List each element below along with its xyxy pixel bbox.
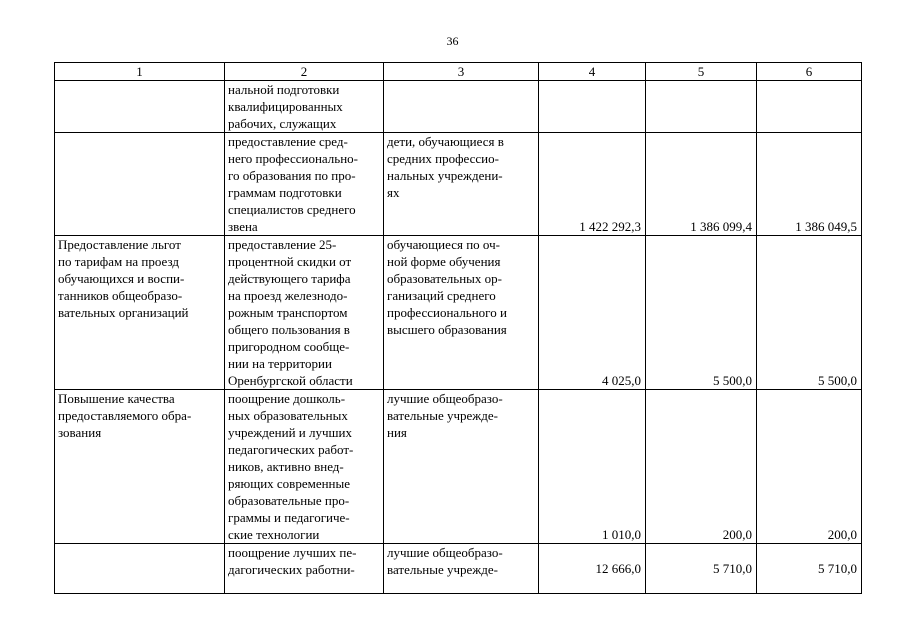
- page-number: 36: [446, 34, 459, 48]
- program-cell: [55, 133, 225, 236]
- recipients-cell: [384, 81, 539, 133]
- value-cell-col5: [646, 81, 757, 133]
- program-cell: [55, 81, 225, 133]
- recipients-cell: обучающиеся по оч- ной форме обучения образовательных ор- ганизаций среднего профессионального и высшего образования: [384, 236, 539, 390]
- column-header-1: 1: [55, 63, 225, 81]
- value-cell-col4: 12 666,0: [539, 544, 646, 594]
- measure-cell: поощрение лучших пе- дагогических работни-: [225, 544, 384, 594]
- table-row: [55, 390, 862, 544]
- value-cell-col6: 5 710,0: [757, 544, 862, 594]
- recipients-cell: дети, обучающиеся в средних профессио- нальных учреждени- ях: [384, 133, 539, 236]
- value-cell-col6: 1 386 049,5: [757, 133, 862, 236]
- table-header-row: [55, 63, 862, 81]
- column-header-6: 6: [757, 63, 862, 81]
- program-cell: Повышение качества предоставляемого обра- зования: [55, 390, 225, 544]
- value-cell-col6: 200,0: [757, 390, 862, 544]
- column-header-2: 2: [225, 63, 384, 81]
- table-row: [55, 81, 862, 133]
- table-row: [55, 236, 862, 390]
- program-cell: [55, 544, 225, 594]
- value-cell-col4: [539, 81, 646, 133]
- measure-cell: предоставление сред- него профессионально- го образования по про- граммам подготовки специалистов среднего звена: [225, 133, 384, 236]
- value-cell-col6: 5 500,0: [757, 236, 862, 390]
- value-cell-col6: [757, 81, 862, 133]
- measure-cell: поощрение дошколь- ных образовательных учреждений и лучших педагогических работ- ников, активно внед- ряющих современные образовательные про- граммы и педагогиче- ские технологии: [225, 390, 384, 544]
- measure-cell: нальной подготовки квалифицированных рабочих, служащих: [225, 81, 384, 133]
- recipients-cell: лучшие общеобразо- вательные учрежде- ния: [384, 390, 539, 544]
- column-header-4: 4: [539, 63, 646, 81]
- value-cell-col5: 1 386 099,4: [646, 133, 757, 236]
- value-cell-col4: 1 010,0: [539, 390, 646, 544]
- value-cell-col4: 1 422 292,3: [539, 133, 646, 236]
- value-cell-col5: 5 710,0: [646, 544, 757, 594]
- value-cell-col4: 4 025,0: [539, 236, 646, 390]
- table-row: [55, 544, 862, 594]
- recipients-cell: лучшие общеобразо- вательные учрежде-: [384, 544, 539, 594]
- table-row: [55, 133, 862, 236]
- value-cell-col5: 5 500,0: [646, 236, 757, 390]
- value-cell-col5: 200,0: [646, 390, 757, 544]
- column-header-5: 5: [646, 63, 757, 81]
- column-header-3: 3: [384, 63, 539, 81]
- data-table: [54, 62, 862, 594]
- measure-cell: предоставление 25- процентной скидки от действующего тарифа на проезд железнодо- рожным транспортом общего пользования в пригородном сообще- нии на территории Оренбургской области: [225, 236, 384, 390]
- program-cell: Предоставление льгот по тарифам на проезд обучающихся и воспи- танников общеобразо- вательных организаций: [55, 236, 225, 390]
